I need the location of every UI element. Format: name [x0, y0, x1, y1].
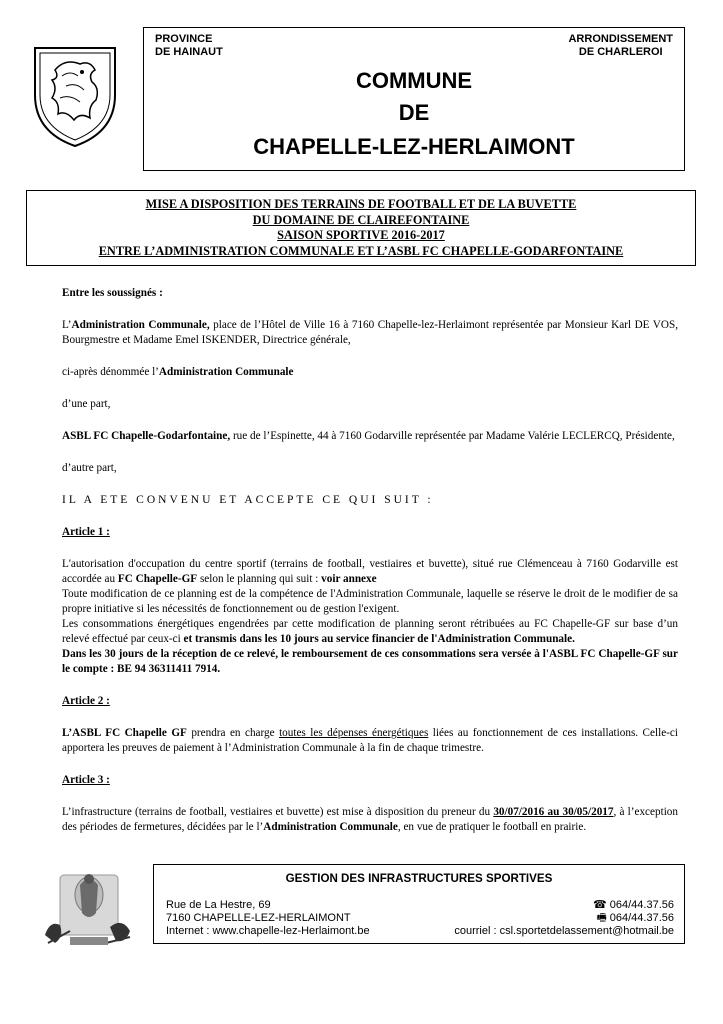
article1-heading	[62, 525, 678, 540]
a3-b2: Administration Communale	[263, 821, 398, 833]
a1-t2: selon le planning qui suit :	[197, 573, 322, 585]
ci-apres-text: ci-après dénommée l’	[62, 366, 159, 378]
article3-heading-text: Article 3 :	[62, 774, 110, 786]
title-line3: SAISON SPORTIVE 2016-2017	[277, 228, 445, 242]
a2-b1: L’ASBL FC Chapelle GF	[62, 727, 187, 739]
website-link[interactable]: Internet : www.chapelle-lez-Herlaimont.be	[166, 925, 370, 937]
coat-of-arms-icon	[30, 40, 120, 150]
agreement-title	[26, 190, 696, 266]
ci-apres-bold: Administration Communale	[158, 366, 294, 378]
footer-address	[166, 899, 370, 938]
a1-b4: Dans les 30 jours de la réception de ce relevé, le remboursement de ces consommations sera versée à l'ASBL FC Chapelle-GF sur le compte : BE 94 36311411 7914.	[62, 648, 678, 675]
a1-t4: Les consommations énergétiques engendrées par cette modification de planning seront rétribuées au FC Chapelle-GF sur base d’un relevé effectué par ceux-ci	[62, 618, 678, 645]
phone-number: ☎ 064/44.37.56	[593, 899, 674, 911]
arrondissement-line1: ARRONDISSEMENT	[568, 33, 673, 45]
province-line2: DE HAINAUT	[155, 46, 223, 58]
commune-header	[143, 27, 685, 171]
a3-t2: , à l’exception des périodes de fermetures, décidées par le l’	[62, 806, 678, 833]
autre-part: d’autre part,	[62, 462, 117, 474]
province-line1: PROVINCE	[155, 33, 213, 45]
title-line4: ENTRE L’ADMINISTRATION COMMUNALE ET L’ASBL FC CHAPELLE-GODARFONTAINE	[98, 243, 624, 258]
article1-text	[62, 557, 678, 677]
commune-title-line3: CHAPELLE-LEZ-HERLAIMONT	[253, 134, 575, 159]
asbl-text: rue de l’Espinette, 44 à 7160 Godarville représentée par Madame Valérie LECLERCQ, Présidente,	[230, 430, 675, 442]
address-line2: 7160 CHAPELLE-LEZ-HERLAIMONT	[166, 912, 351, 924]
article2-heading	[62, 694, 678, 709]
fax-number: 🖷 064/44.37.56	[596, 912, 674, 924]
a2-u1: toutes les dépenses énergétiques	[279, 727, 429, 739]
article1-heading-text: Article 1 :	[62, 526, 110, 538]
a1-t3: Toute modification de ce planning est de la compétence de l'Administration Communale, laquelle se réserve le droit de le modifier de sa propre initiative si les nécessités de fonctionnement ou de gestion l'exigent.	[62, 588, 678, 615]
footer-heading: GESTION DES INFRASTRUCTURES SPORTIVES	[285, 872, 553, 885]
asbl-paragraph	[62, 429, 678, 444]
address-line1: Rue de La Hestre, 69	[166, 899, 271, 911]
article2-text	[62, 726, 678, 756]
a3-t3: , en vue de pratiquer le football en prairie.	[397, 821, 587, 833]
arrondissement-label	[568, 33, 673, 59]
article3-heading	[62, 773, 678, 788]
agreement-body	[62, 286, 678, 835]
convenu-line: IL A ETE CONVENU ET ACCEPTE CE QUI SUIT :	[62, 494, 434, 506]
a1-b3: et transmis dans les 10 jours au service financier de l'Administration Communale.	[183, 633, 575, 645]
a2-t1: prendra en charge	[186, 727, 280, 739]
une-part: d’une part,	[62, 398, 111, 410]
admin-paragraph	[62, 318, 678, 348]
title-line1: MISE A DISPOSITION DES TERRAINS DE FOOTBALL ET DE LA BUVETTE	[145, 197, 577, 211]
commune-title-line1: COMMUNE	[355, 68, 473, 93]
a1-t1: L'autorisation d'occupation du centre sportif (terrains de football, vestiaires et buvette), situé rue Clémenceau à 7160 Godarville est accordée au	[62, 558, 678, 585]
asbl-name: ASBL FC Chapelle-Godarfontaine,	[62, 430, 231, 442]
admin-prefix: L’	[62, 319, 72, 331]
footer-contact-box	[153, 864, 685, 944]
between-text: Entre les soussignés :	[62, 287, 163, 299]
province-label	[155, 33, 223, 59]
admin-name: Administration Communale,	[71, 319, 210, 331]
title-line2: DU DOMAINE DE CLAIREFONTAINE	[252, 212, 470, 227]
article3-text	[62, 805, 678, 835]
arrondissement-line2: DE CHARLEROI	[578, 46, 663, 58]
email-link[interactable]: courriel : csl.sportetdelassement@hotmail.be	[454, 925, 674, 937]
a3-b1: 30/07/2016 au 30/05/2017	[493, 806, 614, 818]
between-heading	[62, 286, 678, 301]
a1-b2: voir annexe	[321, 573, 377, 585]
sports-logo-icon	[40, 865, 135, 950]
admin-text: place de l’Hôtel de Ville 16 à 7160 Chapelle-lez-Herlaimont représentée par Monsieur Karl DE VOS, Bourgmestre et Madame Emel ISKENDER, Directrice générale,	[62, 319, 678, 346]
a3-t1: L’infrastructure (terrains de football, vestiaires et buvette) est mise à disposition du preneur du	[62, 806, 494, 818]
a2-t2: liées au fonctionnement de ces installations. Celle-ci apportera les preuves de paiement à l’Administration Communale à la fin de chaque trimestre.	[62, 727, 678, 754]
commune-title-line2: DE	[398, 100, 430, 125]
ci-apres-paragraph	[62, 365, 678, 380]
article2-heading-text: Article 2 :	[62, 695, 110, 707]
footer-contact	[454, 899, 674, 938]
a1-b1: FC Chapelle-GF	[117, 573, 198, 585]
